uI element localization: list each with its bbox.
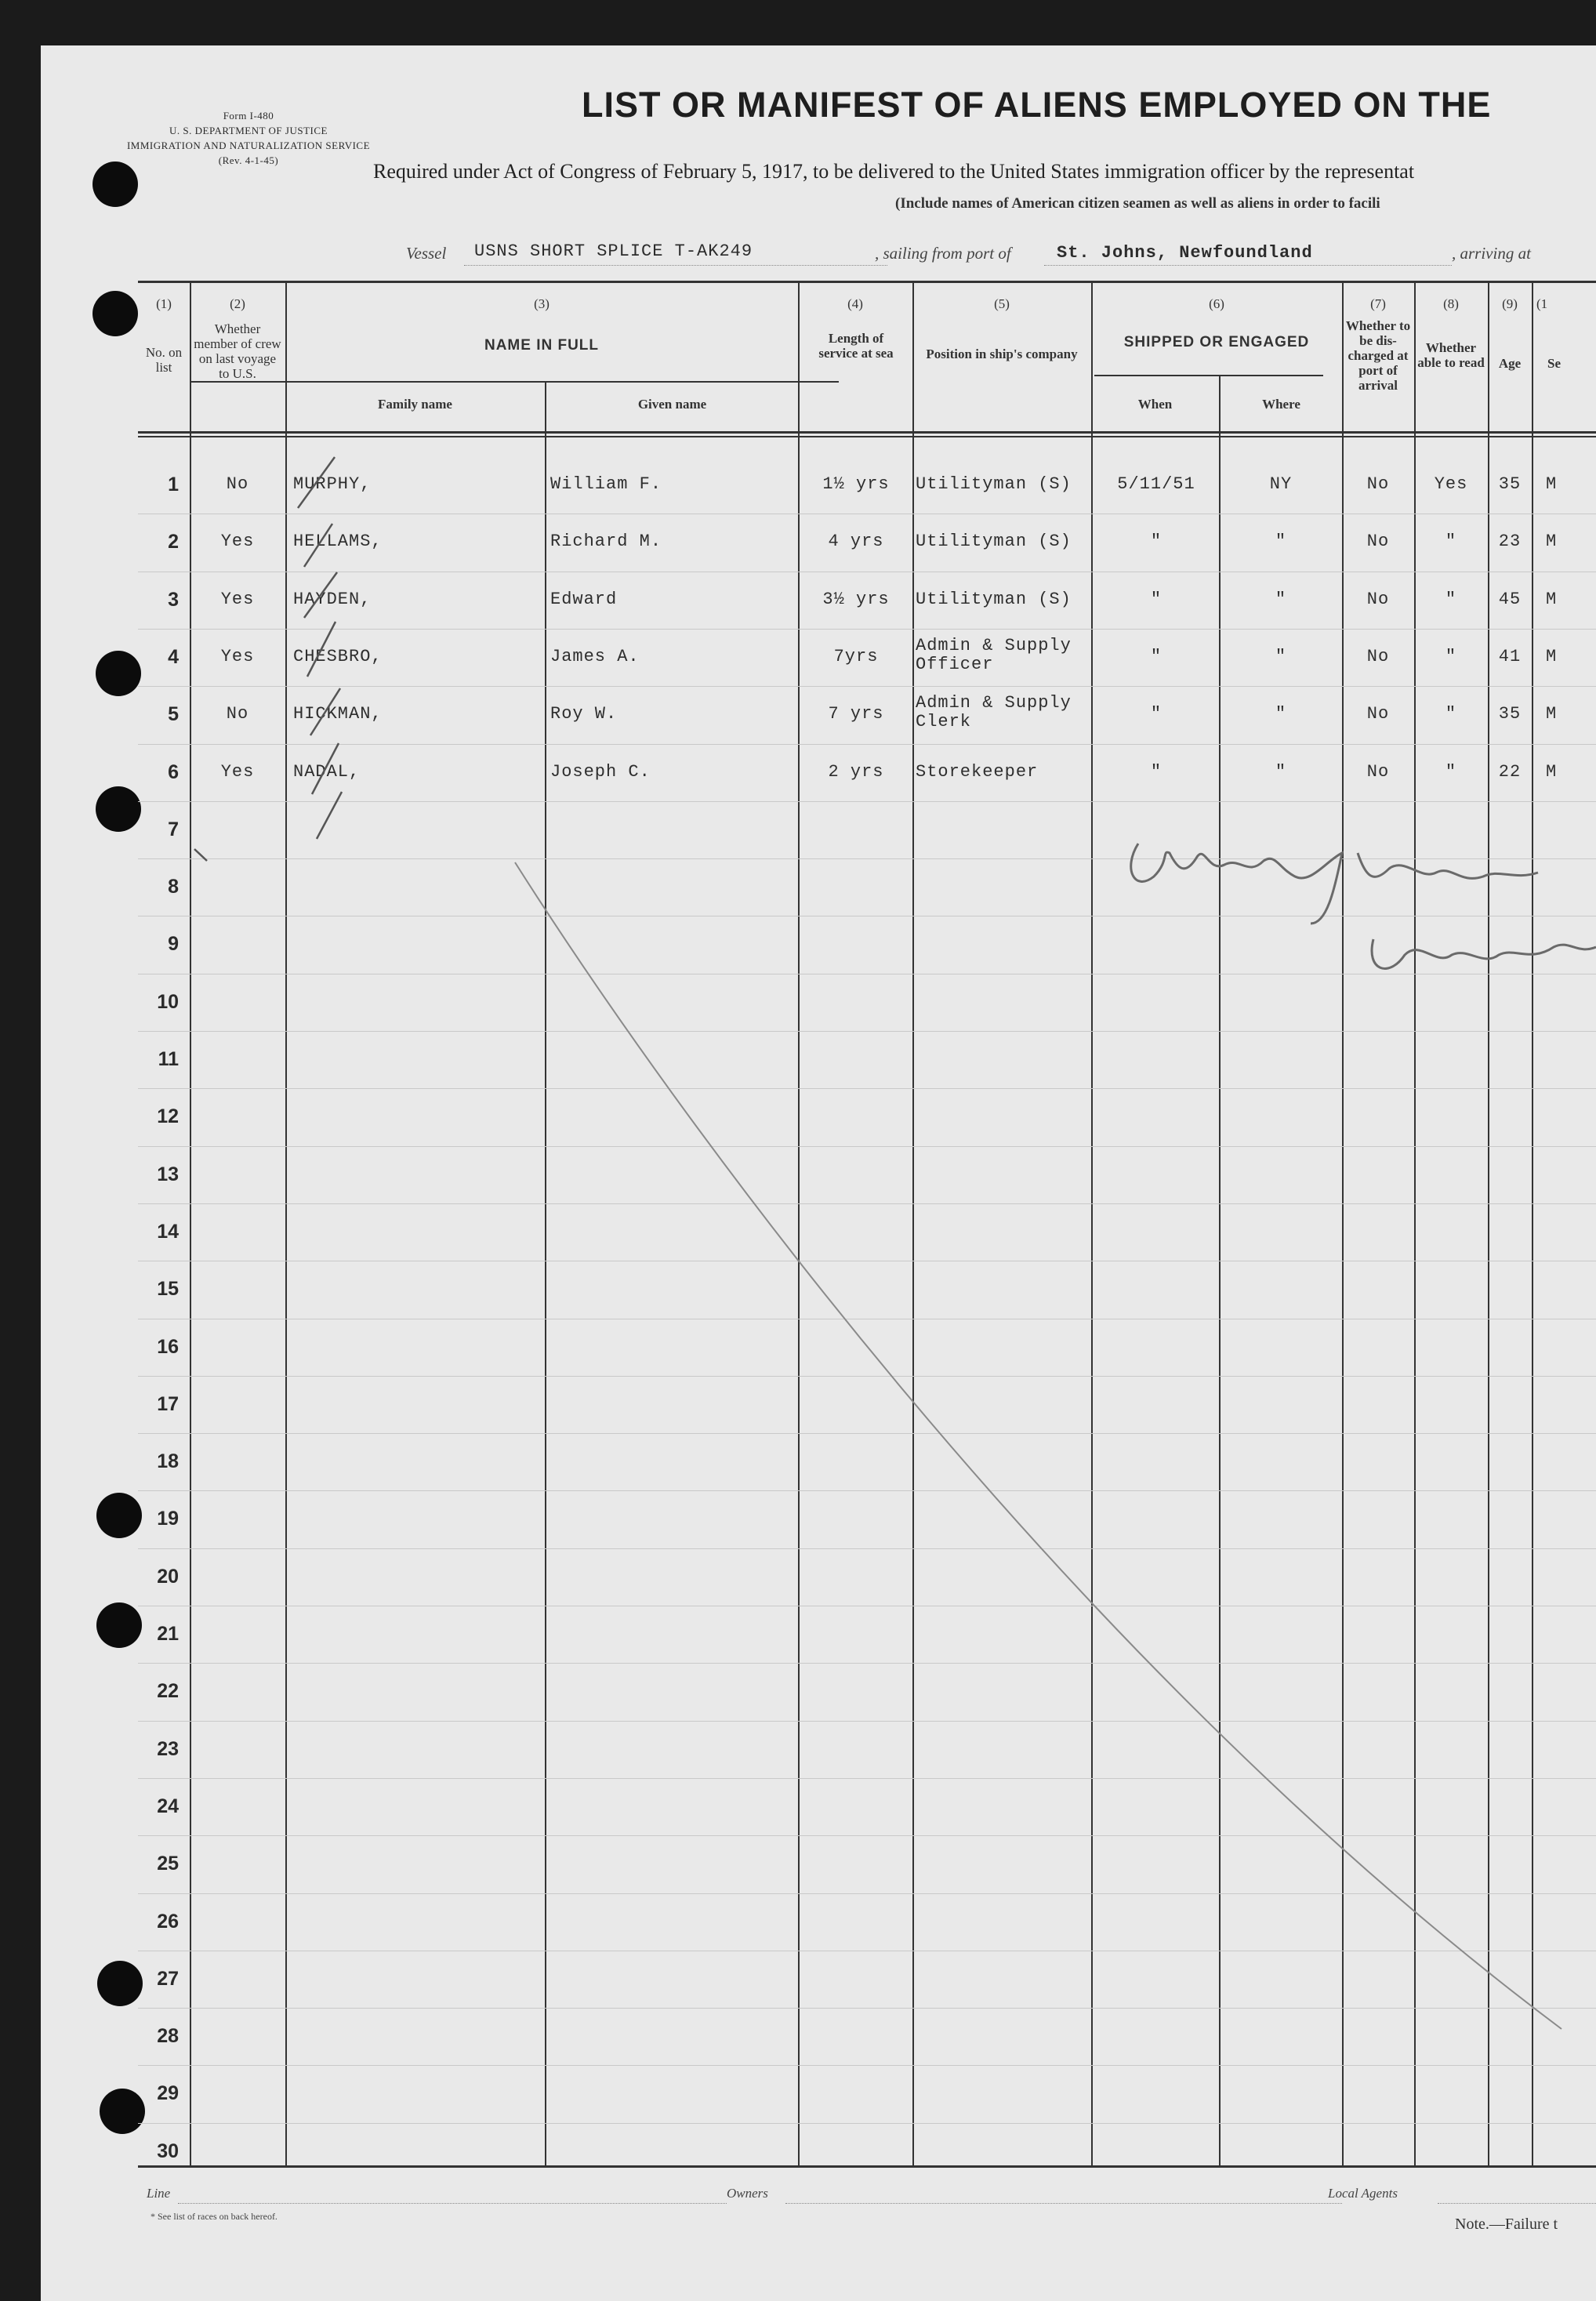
row-number: 13 — [157, 1163, 179, 1185]
row-discharged: No — [1366, 761, 1390, 782]
col1-header: No. on list — [145, 345, 183, 375]
row-sex: M — [1546, 646, 1558, 666]
row-number: 28 — [157, 2025, 179, 2048]
row-number: 5 — [168, 703, 179, 726]
row-number: 18 — [157, 1450, 179, 1473]
row-number: 16 — [157, 1335, 179, 1358]
check-mark — [194, 849, 207, 861]
row-shipped-where: " — [1275, 646, 1287, 666]
row-family-name: HELLAMS, — [293, 532, 383, 552]
row-number: 17 — [157, 1392, 179, 1415]
footer-races-note: * See list of races on back hereof. — [151, 2211, 277, 2222]
row-number: 6 — [168, 760, 179, 783]
row-age: 41 — [1498, 646, 1522, 666]
row-shipped-where: " — [1275, 704, 1287, 724]
check-mark — [298, 457, 335, 508]
row-number: 20 — [157, 1565, 179, 1588]
row-sex: M — [1546, 474, 1558, 494]
footer-owners-fill — [785, 2203, 1342, 2204]
row-able-to-read: " — [1445, 761, 1457, 782]
col8-number: (8) — [1443, 296, 1459, 311]
row-crew-last-voyage: Yes — [220, 761, 255, 782]
row-age: 35 — [1498, 704, 1522, 724]
col5-header: Position in ship's company — [926, 347, 1078, 361]
row-given-name: James A. — [550, 646, 640, 666]
row-number: 4 — [168, 645, 179, 668]
col6-number: (6) — [1209, 296, 1224, 311]
col3-family-header: Family name — [378, 397, 452, 412]
col2-number: (2) — [230, 296, 245, 311]
row-crew-last-voyage: Yes — [220, 532, 255, 552]
col5-number: (5) — [994, 296, 1010, 311]
check-mark — [304, 524, 332, 567]
row-number: 22 — [157, 1680, 179, 1703]
col7-number: (7) — [1370, 296, 1386, 311]
col4-number: (4) — [847, 296, 863, 311]
row-number: 14 — [157, 1220, 179, 1243]
row-number: 15 — [157, 1278, 179, 1301]
check-mark — [310, 688, 340, 735]
row-crew-last-voyage: Yes — [220, 646, 255, 666]
row-crew-last-voyage: No — [226, 704, 249, 724]
row-crew-last-voyage: Yes — [220, 589, 255, 609]
col1-number: (1) — [156, 296, 172, 311]
page-subtitle: Required under Act of Congress of February 5, 1917, to be delivered to the United States immigration officer by the representat — [373, 160, 1415, 183]
row-position: Storekeeper — [916, 761, 1039, 782]
form-revision: (Rev. 4-1-45) — [218, 154, 279, 166]
row-position: Utilityman (S) — [916, 589, 1072, 609]
sailing-label: , sailing from port of — [875, 244, 1011, 263]
row-position: Admin & Supply Officer — [916, 635, 1072, 674]
row-sex: M — [1546, 532, 1558, 552]
row-number: 7 — [168, 818, 179, 840]
row-number: 30 — [157, 2139, 179, 2162]
row-sex: M — [1546, 704, 1558, 724]
row-service-length: 3½ yrs — [822, 589, 890, 609]
row-sex: M — [1546, 589, 1558, 609]
arriving-label: , arriving at — [1452, 244, 1531, 263]
check-mark — [307, 622, 336, 677]
form-number: Form I-480 — [223, 110, 274, 122]
col6-header: SHIPPED OR ENGAGED — [1123, 334, 1310, 350]
col4-header: Length of service at sea — [818, 331, 894, 361]
row-sex: M — [1546, 761, 1558, 782]
row-able-to-read: Yes — [1434, 474, 1468, 494]
footer-owners-label: Owners — [727, 2186, 768, 2201]
row-given-name: Richard M. — [550, 532, 662, 552]
row-number: 1 — [168, 474, 179, 495]
row-number: 2 — [168, 531, 179, 553]
row-number: 10 — [157, 990, 179, 1013]
row-shipped-when: " — [1150, 646, 1163, 666]
row-number: 21 — [157, 1623, 179, 1645]
vessel-value: USNS SHORT SPLICE T-AK249 — [474, 241, 753, 261]
row-discharged: No — [1366, 474, 1390, 494]
row-number: 12 — [157, 1105, 179, 1128]
row-service-length: 2 yrs — [828, 761, 884, 782]
row-family-name: CHESBRO, — [293, 646, 383, 666]
row-given-name: Joseph C. — [550, 761, 651, 782]
row-crew-last-voyage: No — [226, 474, 249, 494]
footer-note: Note.—Failure t — [1455, 2216, 1558, 2233]
form-department: U. S. DEPARTMENT OF JUSTICE — [169, 125, 328, 136]
col9-number: (9) — [1502, 296, 1518, 311]
col8-header: Whether able to read — [1417, 340, 1485, 370]
row-age: 23 — [1498, 532, 1522, 552]
check-mark — [317, 792, 342, 839]
row-age: 35 — [1498, 474, 1522, 494]
row-shipped-where: " — [1275, 589, 1287, 609]
row-age: 22 — [1498, 761, 1522, 782]
col10-header: Se — [1547, 356, 1561, 371]
manifest-sheet — [41, 45, 1596, 2301]
col3-given-header: Given name — [637, 397, 707, 412]
row-shipped-where: NY — [1269, 474, 1293, 494]
handwriting-layer — [41, 45, 1596, 2301]
row-number: 26 — [157, 1910, 179, 1933]
row-discharged: No — [1366, 704, 1390, 724]
row-shipped-where: " — [1275, 532, 1287, 552]
footer-agents-label: Local Agents — [1328, 2186, 1398, 2201]
row-service-length: 1½ yrs — [822, 474, 890, 494]
row-discharged: No — [1366, 646, 1390, 666]
row-shipped-when: 5/11/51 — [1117, 474, 1195, 494]
row-shipped-when: " — [1150, 704, 1163, 724]
row-number: 25 — [157, 1853, 179, 1875]
row-family-name: HICKMAN, — [293, 704, 383, 724]
row-number: 19 — [157, 1508, 179, 1530]
col6-where-header: Where — [1262, 397, 1300, 412]
row-shipped-where: " — [1275, 761, 1287, 782]
row-number: 24 — [157, 1795, 179, 1817]
row-number: 27 — [157, 1967, 179, 1990]
row-given-name: Edward — [550, 589, 618, 609]
page-title: LIST OR MANIFEST OF ALIENS EMPLOYED ON THE — [582, 85, 1492, 125]
col7-header: Whether to be dis-charged at port of arrival — [1345, 318, 1411, 393]
footer-line-fill — [178, 2203, 727, 2204]
row-position: Admin & Supply Clerk — [916, 693, 1072, 732]
col3-header: NAME IN FULL — [484, 337, 600, 354]
row-able-to-read: " — [1445, 704, 1457, 724]
sailing-value: St. Johns, Newfoundland — [1057, 243, 1313, 263]
row-service-length: 7 yrs — [828, 704, 884, 724]
row-discharged: No — [1366, 532, 1390, 552]
vessel-label: Vessel — [406, 244, 447, 263]
row-able-to-read: " — [1445, 589, 1457, 609]
cancel-stroke — [515, 862, 1562, 2029]
row-age: 45 — [1498, 589, 1522, 609]
row-given-name: William F. — [550, 474, 662, 494]
row-shipped-when: " — [1150, 589, 1163, 609]
row-shipped-when: " — [1150, 532, 1163, 552]
col2-header: Whether member of crew on last voyage to U.S. — [194, 321, 281, 381]
row-number: 23 — [157, 1737, 179, 1760]
row-number: 29 — [157, 2082, 179, 2105]
check-mark — [312, 743, 339, 794]
row-number: 8 — [168, 876, 179, 898]
row-family-name: MURPHY, — [293, 474, 372, 494]
page-subnote: (Include names of American citizen seamen as well as aliens in order to facili — [895, 195, 1380, 212]
row-position: Utilityman (S) — [916, 474, 1072, 494]
col9-header: Age — [1498, 356, 1522, 371]
row-family-name: HAYDEN, — [293, 589, 372, 609]
footer-line-label: Line — [147, 2186, 171, 2201]
col3-number: (3) — [534, 296, 550, 311]
row-shipped-when: " — [1150, 761, 1163, 782]
signature — [1131, 844, 1596, 968]
row-number: 9 — [168, 933, 179, 956]
row-number: 3 — [168, 588, 179, 611]
col6-when-header: When — [1137, 397, 1173, 412]
row-family-name: NADAL, — [293, 761, 361, 782]
row-able-to-read: " — [1445, 646, 1457, 666]
row-given-name: Roy W. — [550, 704, 618, 724]
row-able-to-read: " — [1445, 532, 1457, 552]
footer-agents-fill — [1438, 2203, 1596, 2204]
row-number: 11 — [158, 1048, 179, 1070]
row-discharged: No — [1366, 589, 1390, 609]
check-marks — [194, 457, 342, 861]
row-position: Utilityman (S) — [916, 532, 1072, 552]
form-service: IMMIGRATION AND NATURALIZATION SERVICE — [126, 140, 371, 151]
row-service-length: 4 yrs — [828, 532, 884, 552]
check-mark — [304, 572, 337, 618]
row-service-length: 7yrs — [833, 646, 879, 666]
col10-number: (1 — [1536, 296, 1548, 311]
